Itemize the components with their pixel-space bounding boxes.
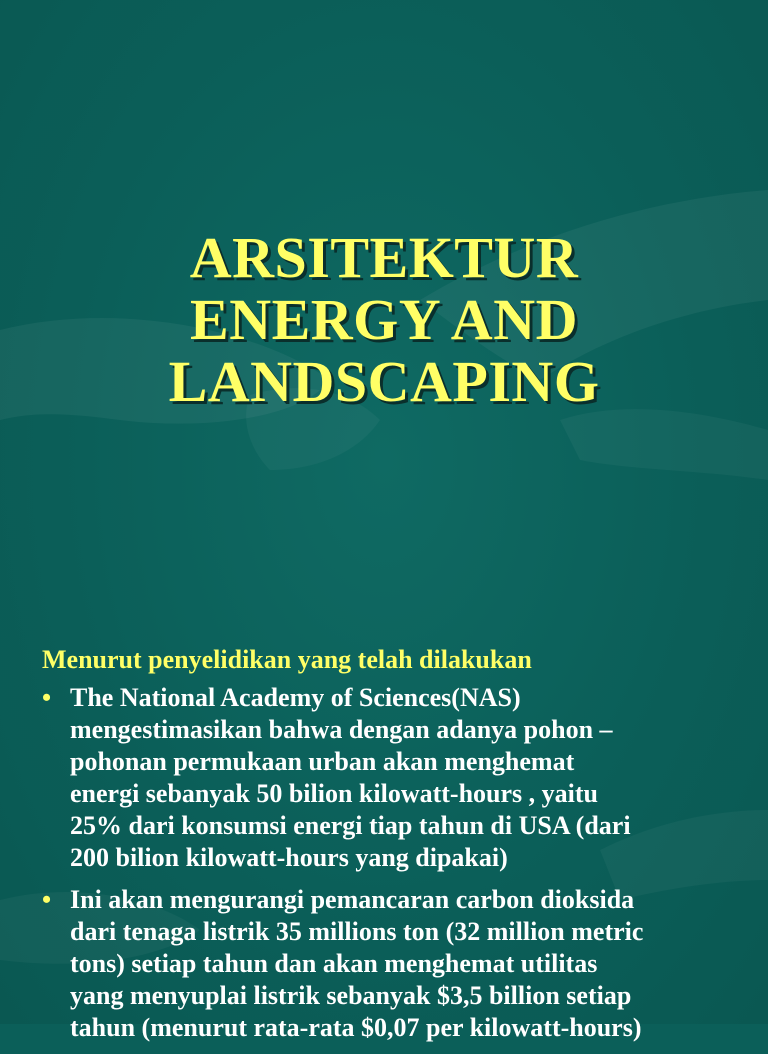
- bullet-list: [40, 682, 740, 1054]
- title-line: ARSITEKTUR: [189, 224, 579, 290]
- bullet-item: [40, 682, 740, 874]
- bullet-item: [40, 884, 740, 1044]
- bullet-line: pohonan permukaan urban akan menghemat: [70, 747, 575, 776]
- bullet-text: [70, 682, 740, 874]
- bullet-line: tons) setiap tahun dan akan menghemat utilitas: [70, 949, 598, 978]
- bullet-line: tahun (menurut rata-rata $0,07 per kilowatt-hours): [70, 1013, 642, 1042]
- slide-title: [0, 224, 768, 414]
- bullet-dot-icon: •: [42, 683, 52, 712]
- bullet-line: dari tenaga listrik 35 millions ton (32 million metric: [70, 917, 644, 946]
- title-line: ENERGY AND: [190, 286, 578, 352]
- bullet-dot-icon: •: [42, 885, 52, 914]
- bullet-line: 25% dari konsumsi energi tiap tahun di USA (dari: [70, 811, 631, 840]
- content-slide: [0, 512, 768, 1042]
- bullet-line: 200 bilion kilowatt-hours yang dipakai): [70, 843, 508, 872]
- bullet-line: The National Academy of Sciences(NAS): [70, 683, 521, 712]
- bullet-text: [70, 884, 740, 1044]
- bullet-line: yang menyuplai listrik sebanyak $3,5 billion setiap: [70, 981, 632, 1010]
- bullet-line: Ini akan mengurangi pemancaran carbon dioksida: [70, 885, 635, 914]
- slide-subtitle: Menurut penyelidikan yang telah dilakukan: [42, 645, 532, 674]
- bullet-line: energi sebanyak 50 bilion kilowatt-hours , yaitu: [70, 779, 599, 808]
- title-slide: [0, 0, 768, 512]
- title-line: LANDSCAPING: [168, 348, 600, 414]
- bullet-line: mengestimasikan bahwa dengan adanya pohon –: [70, 715, 613, 744]
